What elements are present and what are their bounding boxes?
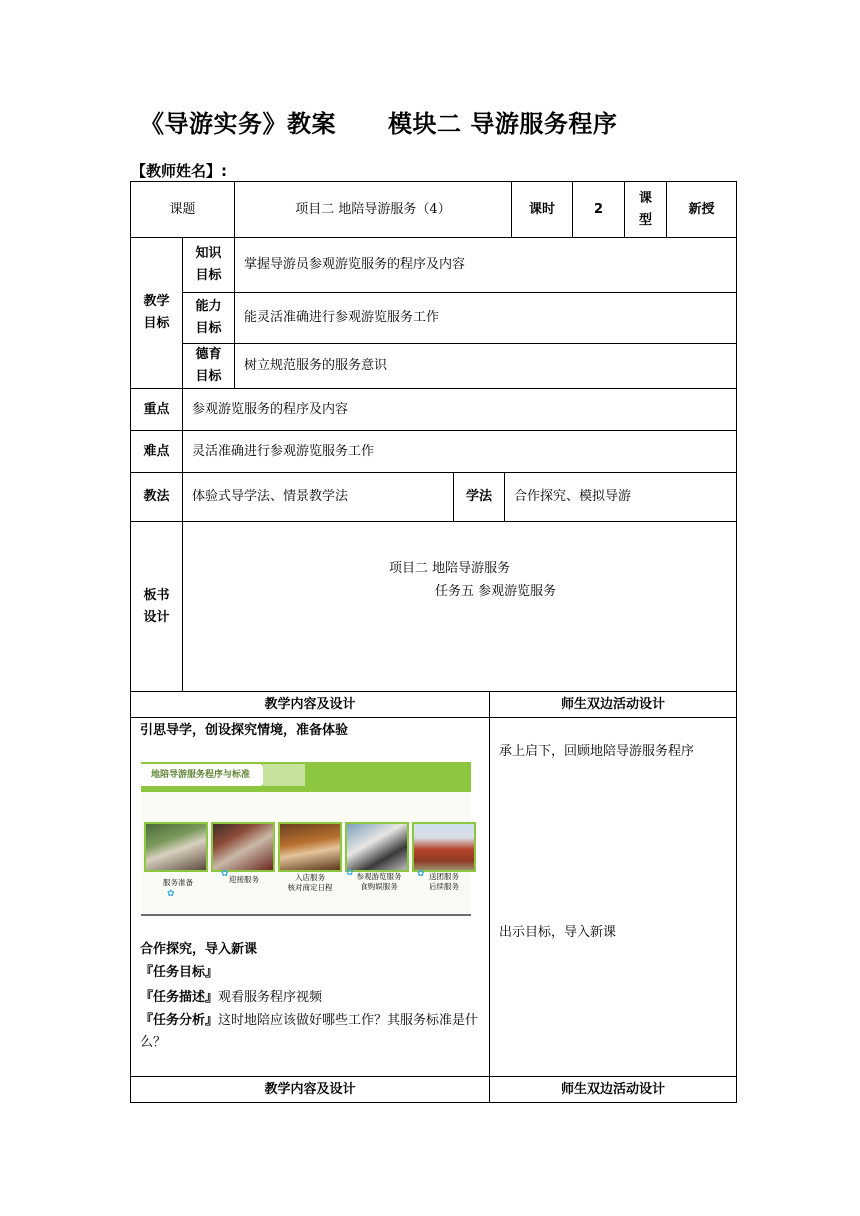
step-4-line-1: 参观游览服务 xyxy=(356,872,402,881)
study-method-text xyxy=(504,472,737,522)
service-flow-banner xyxy=(141,762,471,792)
step-2-line-1: 迎接服务 xyxy=(229,875,259,884)
key-point-value: 参观游览服务的程序及内容 xyxy=(192,401,349,417)
topic-label xyxy=(130,181,235,238)
activity-note-goals: 出示目标，导入新课 xyxy=(499,925,617,940)
photo-preparation xyxy=(144,822,208,872)
hours-value xyxy=(572,181,625,238)
activity-design-header xyxy=(489,691,737,718)
task-analysis xyxy=(140,1011,478,1031)
moral-goal-label xyxy=(182,343,235,389)
type-label-line-2: 型 xyxy=(638,212,652,228)
hours-value-text: 2 xyxy=(593,201,604,217)
study-method-value: 合作探究、模拟导游 xyxy=(514,489,632,504)
photo-reception xyxy=(211,822,275,872)
type-value xyxy=(666,181,737,238)
ability-goal-text xyxy=(234,292,737,344)
teaching-method-label-text: 教法 xyxy=(143,489,170,504)
service-flow-image xyxy=(141,762,471,916)
step-1-line-1: 服务准备 xyxy=(163,878,193,887)
difficulty-label-text: 难点 xyxy=(143,443,170,459)
footer-content-header xyxy=(130,1076,490,1103)
ability-goal-label-2: 目标 xyxy=(195,321,222,336)
content-design-header-text: 教学内容及设计 xyxy=(264,696,356,712)
key-point-label xyxy=(130,388,183,431)
task-description-text: 观看服务程序视频 xyxy=(218,990,323,1005)
difficulty-label xyxy=(130,430,183,473)
moral-goal-label-2: 目标 xyxy=(195,369,222,384)
hours-label xyxy=(511,181,573,238)
photo-farewell xyxy=(412,822,476,872)
coop-heading: 合作探究，导入新课 xyxy=(140,942,258,957)
type-label xyxy=(624,181,667,238)
task-analysis-cont: 么？ xyxy=(140,1035,167,1050)
topic-label-text: 课题 xyxy=(169,201,196,217)
ability-goal-label xyxy=(182,292,235,344)
title-module: 模块二 导游服务程序 xyxy=(388,110,618,138)
flower-icon: ✿ xyxy=(167,889,175,899)
knowledge-goal-value: 掌握导游员参观游览服务的程序及内容 xyxy=(244,257,466,272)
activity-note-review: 承上启下，回顾地陪导游服务程序 xyxy=(499,744,695,759)
knowledge-goal-label-2: 目标 xyxy=(195,268,222,283)
moral-goal-text xyxy=(234,343,737,389)
difficulty-value: 灵活准确进行参观游览服务工作 xyxy=(192,443,375,459)
step-3-line-2: 核对商定日程 xyxy=(287,883,333,892)
step-3-line-1: 入店服务 xyxy=(295,873,325,882)
knowledge-goal-label-1: 知识 xyxy=(195,246,222,261)
teaching-method-label xyxy=(130,472,183,522)
activity-design-body xyxy=(489,717,737,1077)
step-4-line-2: 食购娱服务 xyxy=(360,882,398,891)
activity-design-header-text: 师生双边活动设计 xyxy=(560,696,665,712)
board-label-line-2: 设计 xyxy=(143,609,170,625)
knowledge-goal-label xyxy=(182,237,235,293)
hours-label-text: 课时 xyxy=(528,201,555,217)
study-method-label-text: 学法 xyxy=(465,489,492,504)
goals-label-line-2: 目标 xyxy=(143,316,170,331)
topic-value-text: 项目二 地陪导游服务（4） xyxy=(295,201,451,217)
board-line-1: 项目二 地陪导游服务 xyxy=(389,561,511,576)
teaching-method-text xyxy=(182,472,454,522)
step-5-line-2: 后续服务 xyxy=(429,882,459,891)
task-description-label: 『任务描述』 xyxy=(140,990,219,1005)
board-design-label xyxy=(130,521,183,692)
step-caption-1 xyxy=(151,878,205,888)
moral-goal-value: 树立规范服务的服务意识 xyxy=(244,358,388,373)
title-course: 《导游实务》教案 xyxy=(140,110,336,138)
topic-value xyxy=(234,181,512,238)
step-caption-4 xyxy=(347,872,411,892)
flower-icon: ✿ xyxy=(417,869,425,879)
ability-goal-label-1: 能力 xyxy=(195,299,222,314)
knowledge-goal-text xyxy=(234,237,737,293)
goals-label-line-1: 教学 xyxy=(143,294,170,309)
task-description xyxy=(140,988,322,1008)
task-analysis-label: 『任务分析』 xyxy=(140,1013,219,1028)
key-point-label-text: 重点 xyxy=(143,401,170,417)
study-method-label xyxy=(453,472,505,522)
board-label-line-1: 板书 xyxy=(143,587,170,603)
footer-activity-header xyxy=(489,1076,737,1103)
board-design-content xyxy=(182,521,737,692)
ability-goal-value: 能灵活准确进行参观游览服务工作 xyxy=(244,310,440,325)
teacher-name-label: 【教师姓名】: xyxy=(131,162,227,180)
footer-content-header-text: 教学内容及设计 xyxy=(264,1081,356,1097)
type-value-text: 新授 xyxy=(688,201,715,217)
footer-activity-header-text: 师生双边活动设计 xyxy=(560,1081,665,1097)
teaching-method-value: 体验式导学法、情景教学法 xyxy=(192,489,349,504)
photo-sightseeing xyxy=(345,822,409,872)
flower-icon: ✿ xyxy=(221,869,229,879)
step-caption-3 xyxy=(278,873,342,893)
key-point-text xyxy=(182,388,737,431)
step-5-line-1: 送团服务 xyxy=(429,872,459,881)
board-line-2: 任务五 参观游览服务 xyxy=(435,584,557,599)
service-flow-banner-text: 地陪导游服务程序与标准 xyxy=(141,764,263,786)
task-analysis-text: 这时地陪应该做好哪些工作？其服务标准是什 xyxy=(218,1013,479,1028)
document-title xyxy=(140,104,617,139)
moral-goal-label-1: 德育 xyxy=(195,347,222,362)
content-design-header xyxy=(130,691,490,718)
intro-heading: 引思导学，创设探究情境，准备体验 xyxy=(140,723,349,738)
photo-check-in xyxy=(278,822,342,872)
type-label-line-1: 课 xyxy=(638,190,652,206)
goals-label xyxy=(130,237,183,389)
flower-icon: ✿ xyxy=(346,868,354,878)
difficulty-text xyxy=(182,430,737,473)
task-goal-label: 『任务目标』 xyxy=(140,965,219,980)
